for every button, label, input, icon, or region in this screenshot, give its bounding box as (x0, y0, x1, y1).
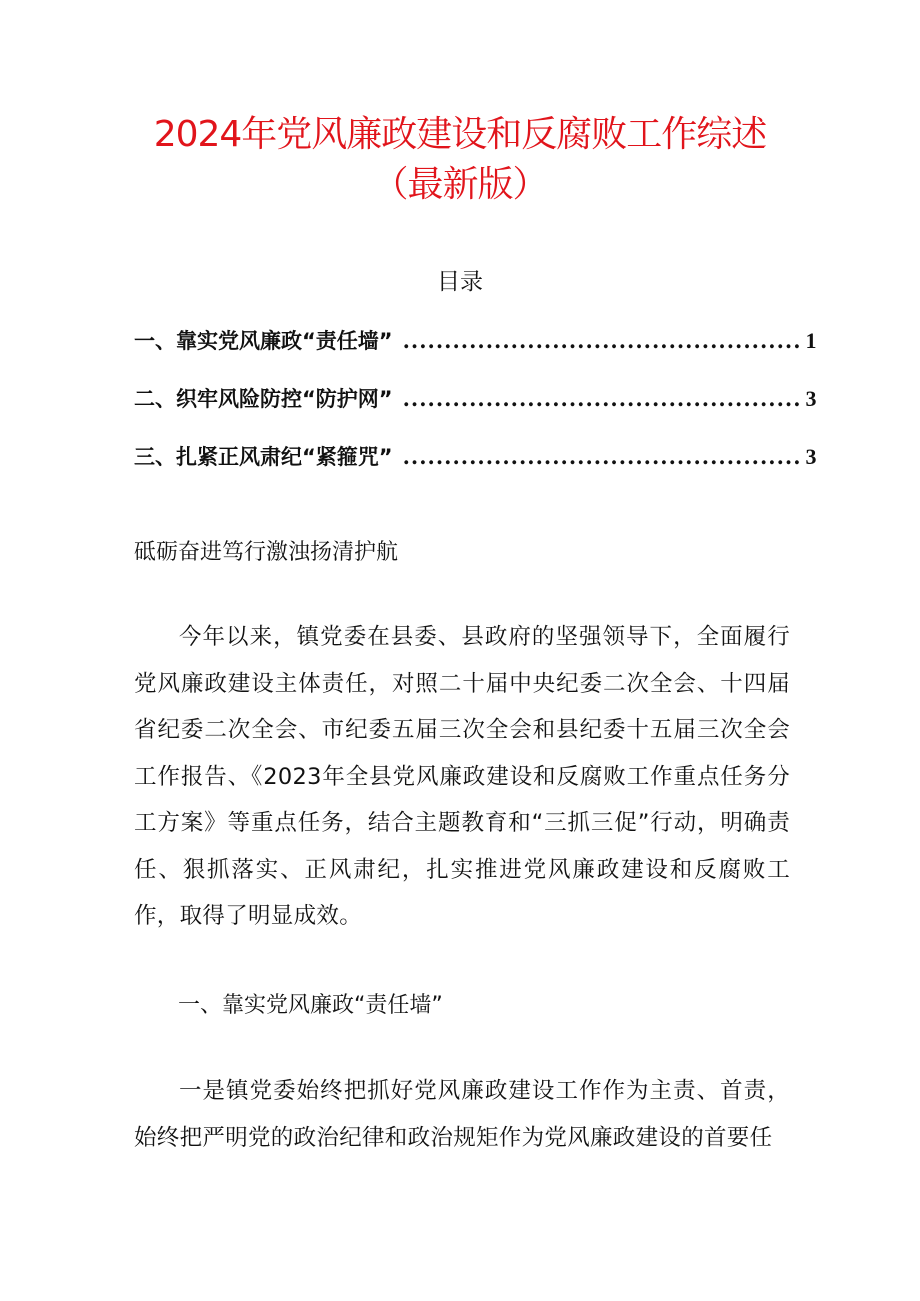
toc-leader-dots: ................................................ (402, 328, 802, 353)
toc-page-number: 3 (805, 444, 817, 469)
toc-entry[interactable] (134, 324, 817, 358)
body-paragraph: 今年以来，镇党委在县委、县政府的坚强领导下，全面履行党风廉政建设主体责任，对照二十届中央纪委二次全会、十四届省纪委二次全会、市纪委五届三次全会和县纪委十五届三次全会工作报告、《2023年全县党风廉政建设和反腐败工作重点任务分工方案》等重点任务，结合主题教育和“三抓三促”行动，明确责任、狠抓落实、正风肃纪，扎实推进党风廉政建设和反腐败工作，取得了明显成效。 (134, 624, 790, 929)
section-heading: 一、靠实党风廉政“责任墙” (178, 993, 443, 1018)
body-paragraph: 一是镇党委始终把抓好党风廉政建设工作作为主责、首责，始终把严明党的政治纪律和政治规矩作为党风廉政建设的首要任 (134, 1078, 790, 1151)
document-title: 2024年党风廉政建设和反腐败工作综述 (153, 114, 767, 155)
toc-entry-title: 三、扎紧正风肃纪“紧箍咒” (134, 445, 393, 469)
toc-heading: 目录 (437, 269, 483, 295)
toc-leader-dots: ................................................ (402, 386, 802, 411)
document-subtitle: 砥砺奋进笃行激浊扬清护航 (134, 540, 399, 565)
toc-entry[interactable] (134, 440, 817, 474)
document-title-edition: （最新版） (372, 164, 548, 205)
toc-leader-dots: ................................................ (402, 444, 802, 469)
toc-entry-title: 一、靠实党风廉政“责任墙” (134, 329, 393, 353)
toc-page-number: 3 (805, 386, 817, 411)
toc-page-number: 1 (805, 328, 817, 353)
toc-entry-title: 二、织牢风险防控“防护网” (134, 387, 393, 411)
toc-entry[interactable] (134, 382, 817, 416)
